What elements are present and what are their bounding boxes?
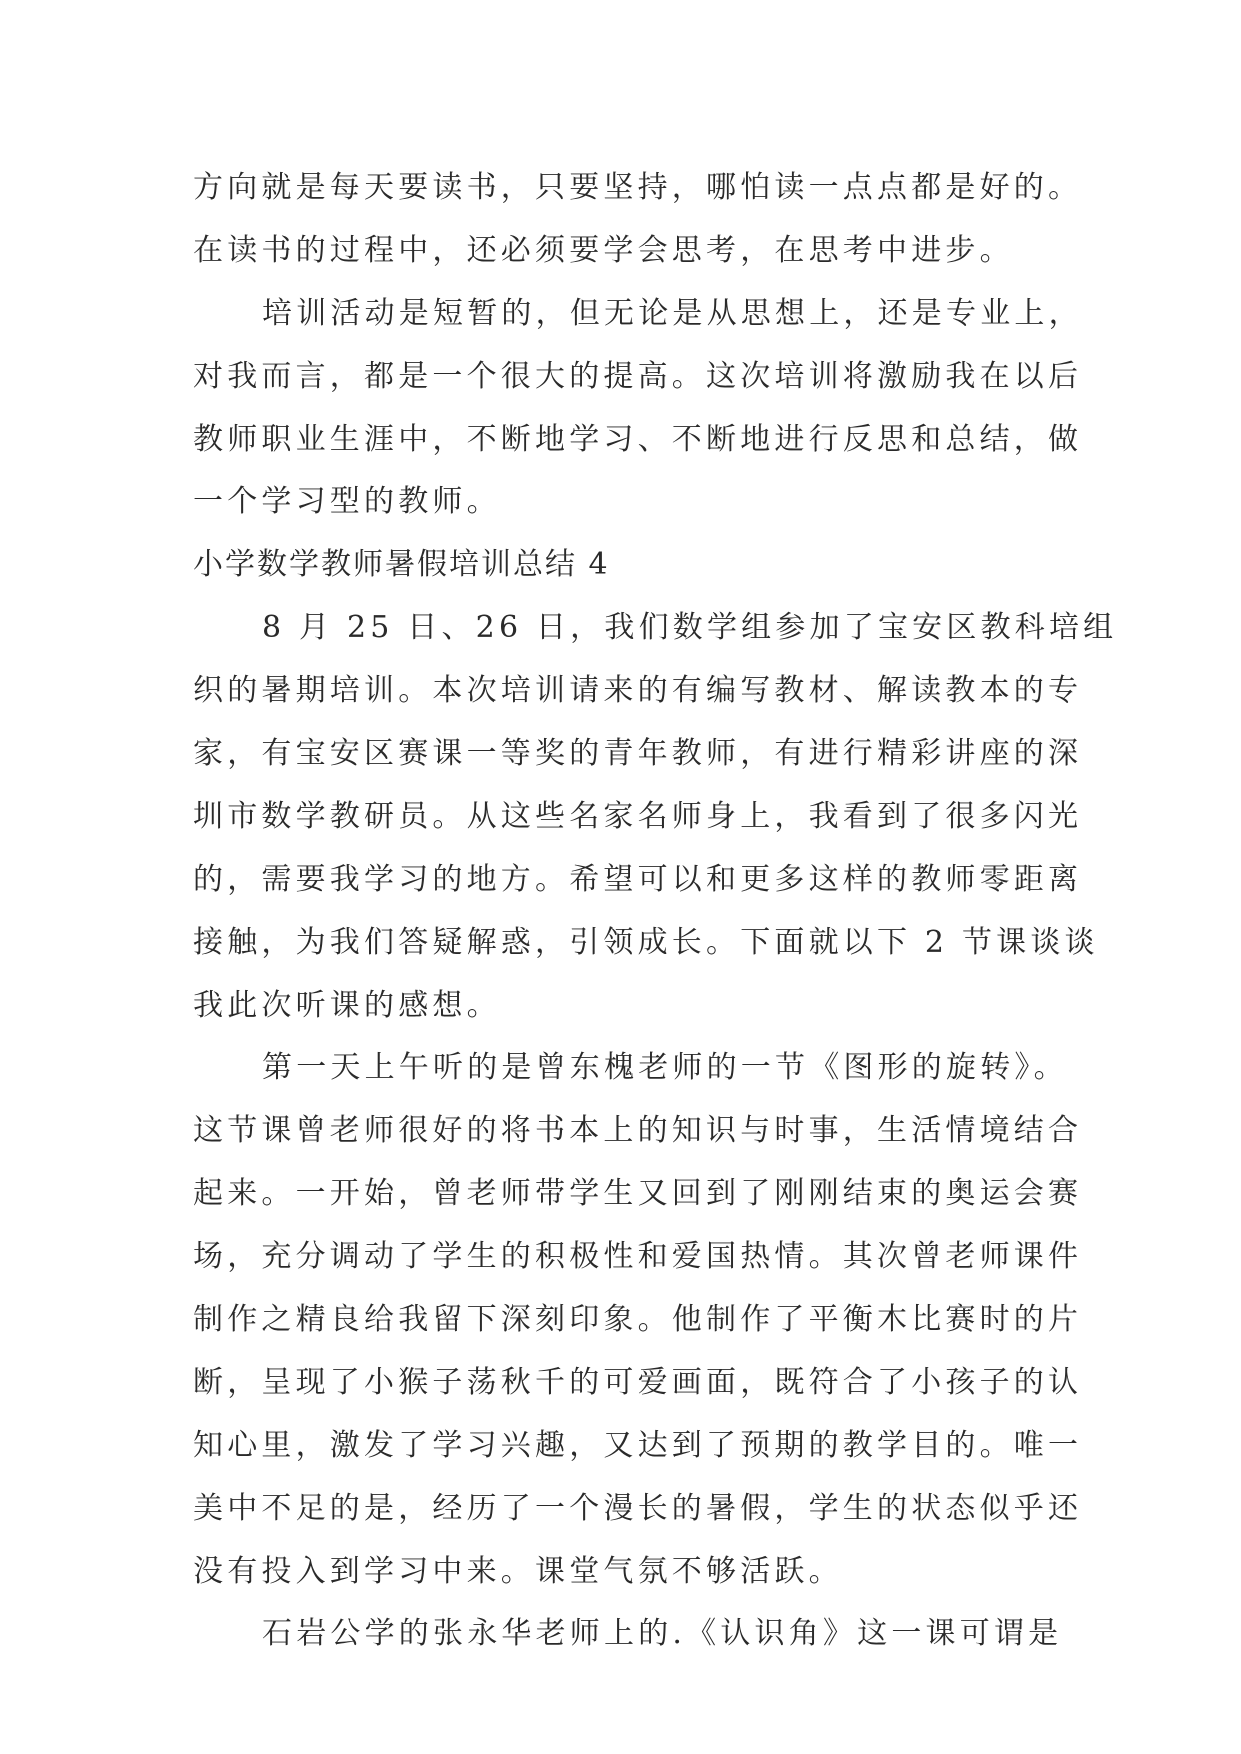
text-line: 一个学习型的教师。 <box>193 484 501 520</box>
text-line: 家，有宝安区赛课一等奖的青年教师，有进行精彩讲座的深 <box>193 736 1083 772</box>
paragraph-start-line: 8 月 25 日、26 日，我们数学组参加了宝安区教科培组 <box>262 610 1118 646</box>
text-line: 圳市数学教研员。从这些名家名师身上，我看到了很多闪光 <box>193 798 1083 834</box>
text-line: 我此次听课的感想。 <box>193 987 501 1023</box>
text-line: 起来。一开始，曾老师带学生又回到了刚刚结束的奥运会赛 <box>193 1176 1083 1212</box>
text-line: 断，呈现了小猴子荡秋千的可爱画面，既符合了小孩子的认 <box>193 1364 1083 1400</box>
document-body <box>193 157 1118 1666</box>
text-line: 制作之精良给我留下深刻印象。他制作了平衡木比赛时的片 <box>193 1302 1083 1338</box>
paragraph-start-line: 石岩公学的张永华老师上的.《认识角》这一课可谓是 <box>262 1616 1063 1652</box>
text-line: 教师职业生涯中，不断地学习、不断地进行反思和总结，做 <box>193 421 1083 457</box>
text-line: 接触，为我们答疑解惑，引领成长。下面就以下 2 节课谈谈 <box>193 924 1099 960</box>
text-line: 知心里，激发了学习兴趣，又达到了预期的教学目的。唯一 <box>193 1427 1083 1463</box>
text-line: 织的暑期培训。本次培训请来的有编写教材、解读教本的专 <box>193 673 1083 709</box>
text-line: 在读书的过程中，还必须要学会思考，在思考中进步。 <box>193 232 1014 268</box>
text-line: 的，需要我学习的地方。希望可以和更多这样的教师零距离 <box>193 861 1083 897</box>
paragraph-start-line: 培训活动是短暂的，但无论是从思想上，还是专业上， <box>262 295 1083 331</box>
text-line: 对我而言，都是一个很大的提高。这次培训将激励我在以后 <box>193 358 1083 394</box>
section-heading: 小学数学教师暑假培训总结 4 <box>193 547 610 583</box>
text-line: 场，充分调动了学生的积极性和爱国热情。其次曾老师课件 <box>193 1239 1083 1275</box>
text-line: 方向就是每天要读书，只要坚持，哪怕读一点点都是好的。 <box>193 170 1083 205</box>
text-line: 这节课曾老师很好的将书本上的知识与时事，生活情境结合 <box>193 1113 1083 1149</box>
text-line: 没有投入到学习中来。课堂气氛不够活跃。 <box>193 1553 843 1589</box>
paragraph-start-line: 第一天上午听的是曾东槐老师的一节《图形的旋转》。 <box>262 1050 1068 1086</box>
text-line: 美中不足的是，经历了一个漫长的暑假，学生的状态似乎还 <box>193 1490 1083 1526</box>
